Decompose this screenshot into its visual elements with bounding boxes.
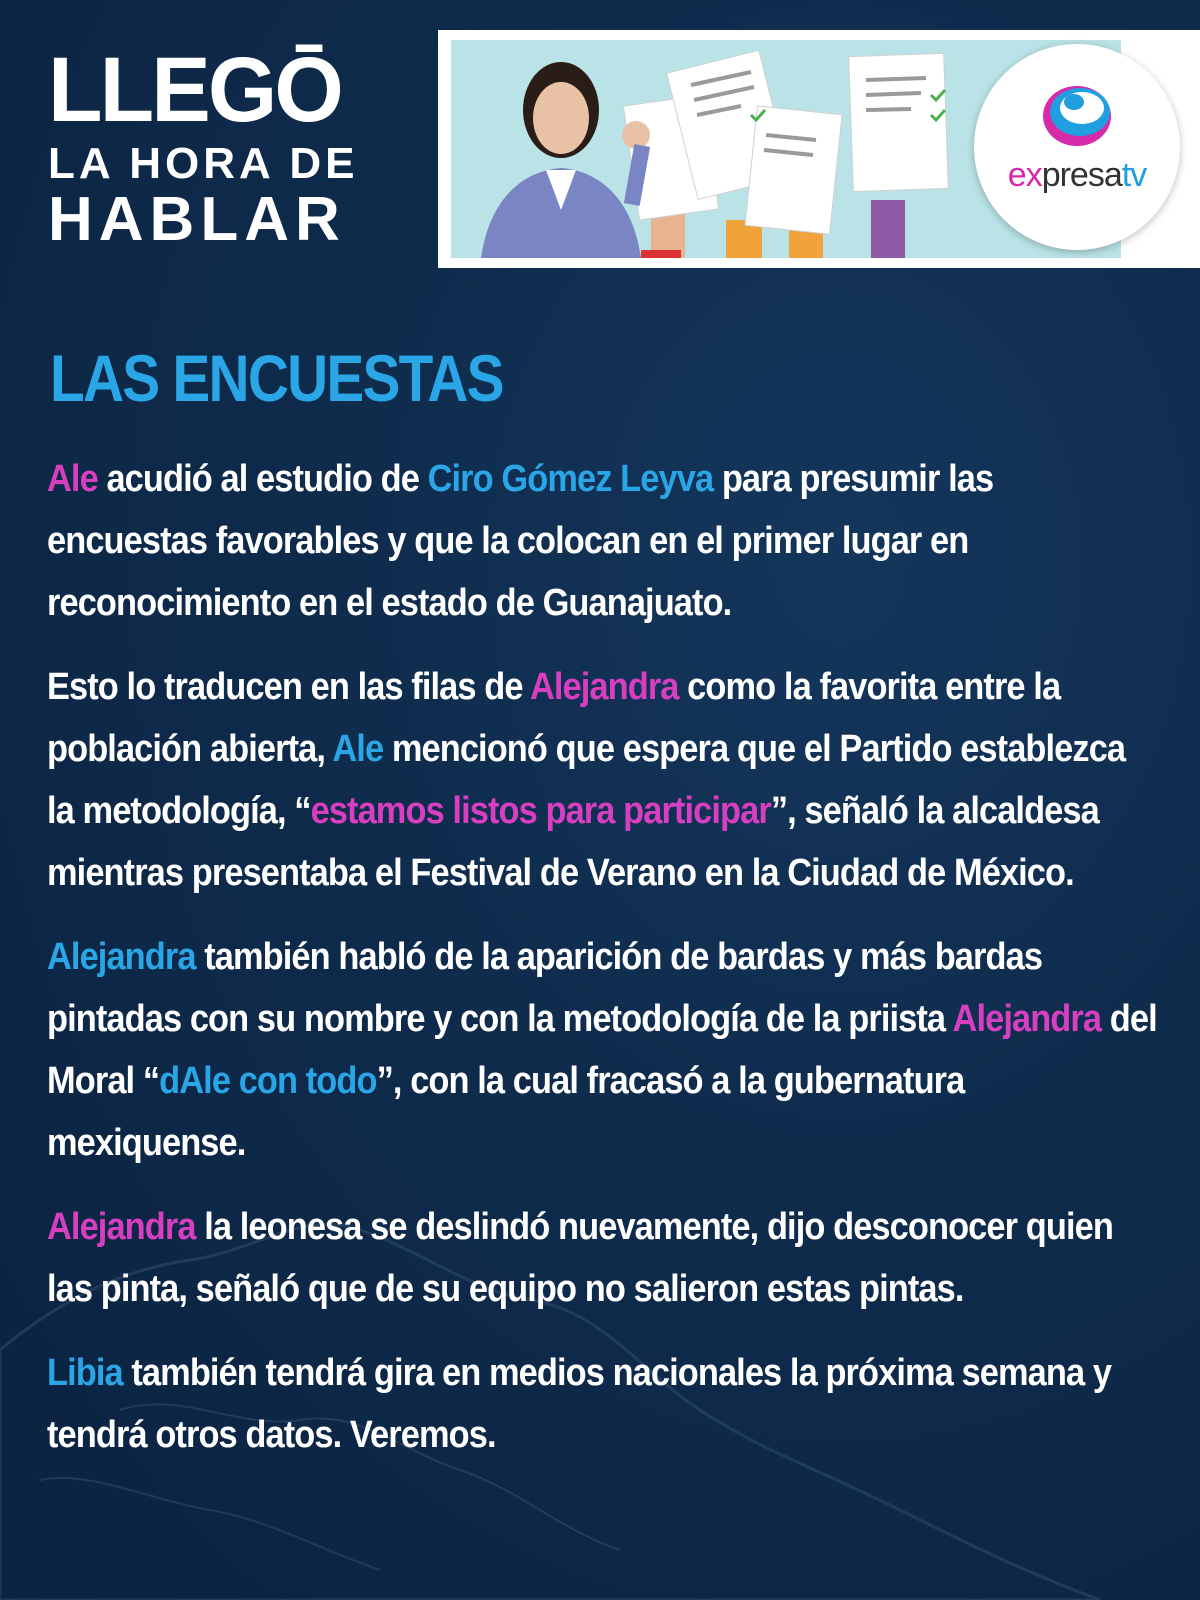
show-logo bbox=[48, 39, 393, 254]
highlight-name: Alejandra bbox=[47, 1206, 196, 1248]
highlight-name: Ciro Gómez Leyva bbox=[427, 458, 714, 500]
paragraph-3 bbox=[47, 926, 1160, 1174]
paragraph-text: acudió al estudio de bbox=[97, 458, 428, 500]
paragraph-text: la leonesa se deslindó nuevamente, dijo desconocer quien las pinta, señaló que de su equipo no salieron estas pintas. bbox=[47, 1206, 1113, 1310]
article-body bbox=[47, 448, 1160, 1488]
header-banner bbox=[438, 30, 1200, 268]
logo-line-1: LLEGŌ bbox=[48, 39, 341, 141]
highlight-name: Libia bbox=[47, 1352, 123, 1394]
brand-tv: tv bbox=[1121, 156, 1147, 194]
paragraph-text: también habló de la aparición de bardas y más bardas pintadas con su nombre y con la metodología de la priista bbox=[47, 936, 1043, 1040]
expresatv-swirl-icon bbox=[974, 44, 1180, 250]
paragraph-2 bbox=[47, 656, 1160, 904]
logo-line-3: HABLAR bbox=[48, 185, 346, 254]
paragraph-4 bbox=[47, 1196, 1160, 1320]
paragraph-text: Esto lo traducen en las filas de bbox=[47, 666, 530, 708]
brand-ex: ex bbox=[1007, 156, 1042, 194]
paragraph-text: como la favorita entre la población abierta, bbox=[47, 666, 1061, 770]
highlight-quote: dAle con todo bbox=[159, 1060, 377, 1102]
paragraph-text: ”, señaló la alcaldesa mientras presentaba el Festival de Verano en la Ciudad de México. bbox=[47, 790, 1099, 894]
logo-line-2: LA HORA DE bbox=[48, 139, 359, 188]
paragraph-1 bbox=[47, 448, 1160, 634]
paragraph-text: ”, con la cual fracasó a la gubernatura mexiquense. bbox=[47, 1060, 965, 1164]
highlight-name: Alejandra bbox=[47, 936, 196, 978]
paragraph-text: también tendrá gira en medios nacionales la próxima semana y tendrá otros datos. Veremos. bbox=[47, 1352, 1112, 1456]
brand-presa: presa bbox=[1041, 156, 1122, 194]
highlight-name: Ale bbox=[332, 728, 384, 770]
paragraph-5 bbox=[47, 1342, 1160, 1466]
paragraph-text: para presumir las encuestas favorables y que la colocan en el primer lugar en reconocimiento en el estado de Guanajuato. bbox=[47, 458, 994, 624]
highlight-quote: estamos listos para participar bbox=[310, 790, 771, 832]
highlight-name: Alejandra bbox=[952, 998, 1102, 1040]
highlight-name: Alejandra bbox=[529, 666, 679, 708]
paragraph-text: mencionó que espera que el Partido establezca la metodología, “ bbox=[47, 728, 1126, 832]
highlight-name: Ale bbox=[47, 458, 98, 500]
brand-wordmark bbox=[974, 156, 1180, 195]
paragraph-text: del Moral “ bbox=[47, 998, 1157, 1102]
section-heading: LAS ENCUESTAS bbox=[50, 341, 503, 415]
expresatv-logo bbox=[974, 44, 1180, 250]
